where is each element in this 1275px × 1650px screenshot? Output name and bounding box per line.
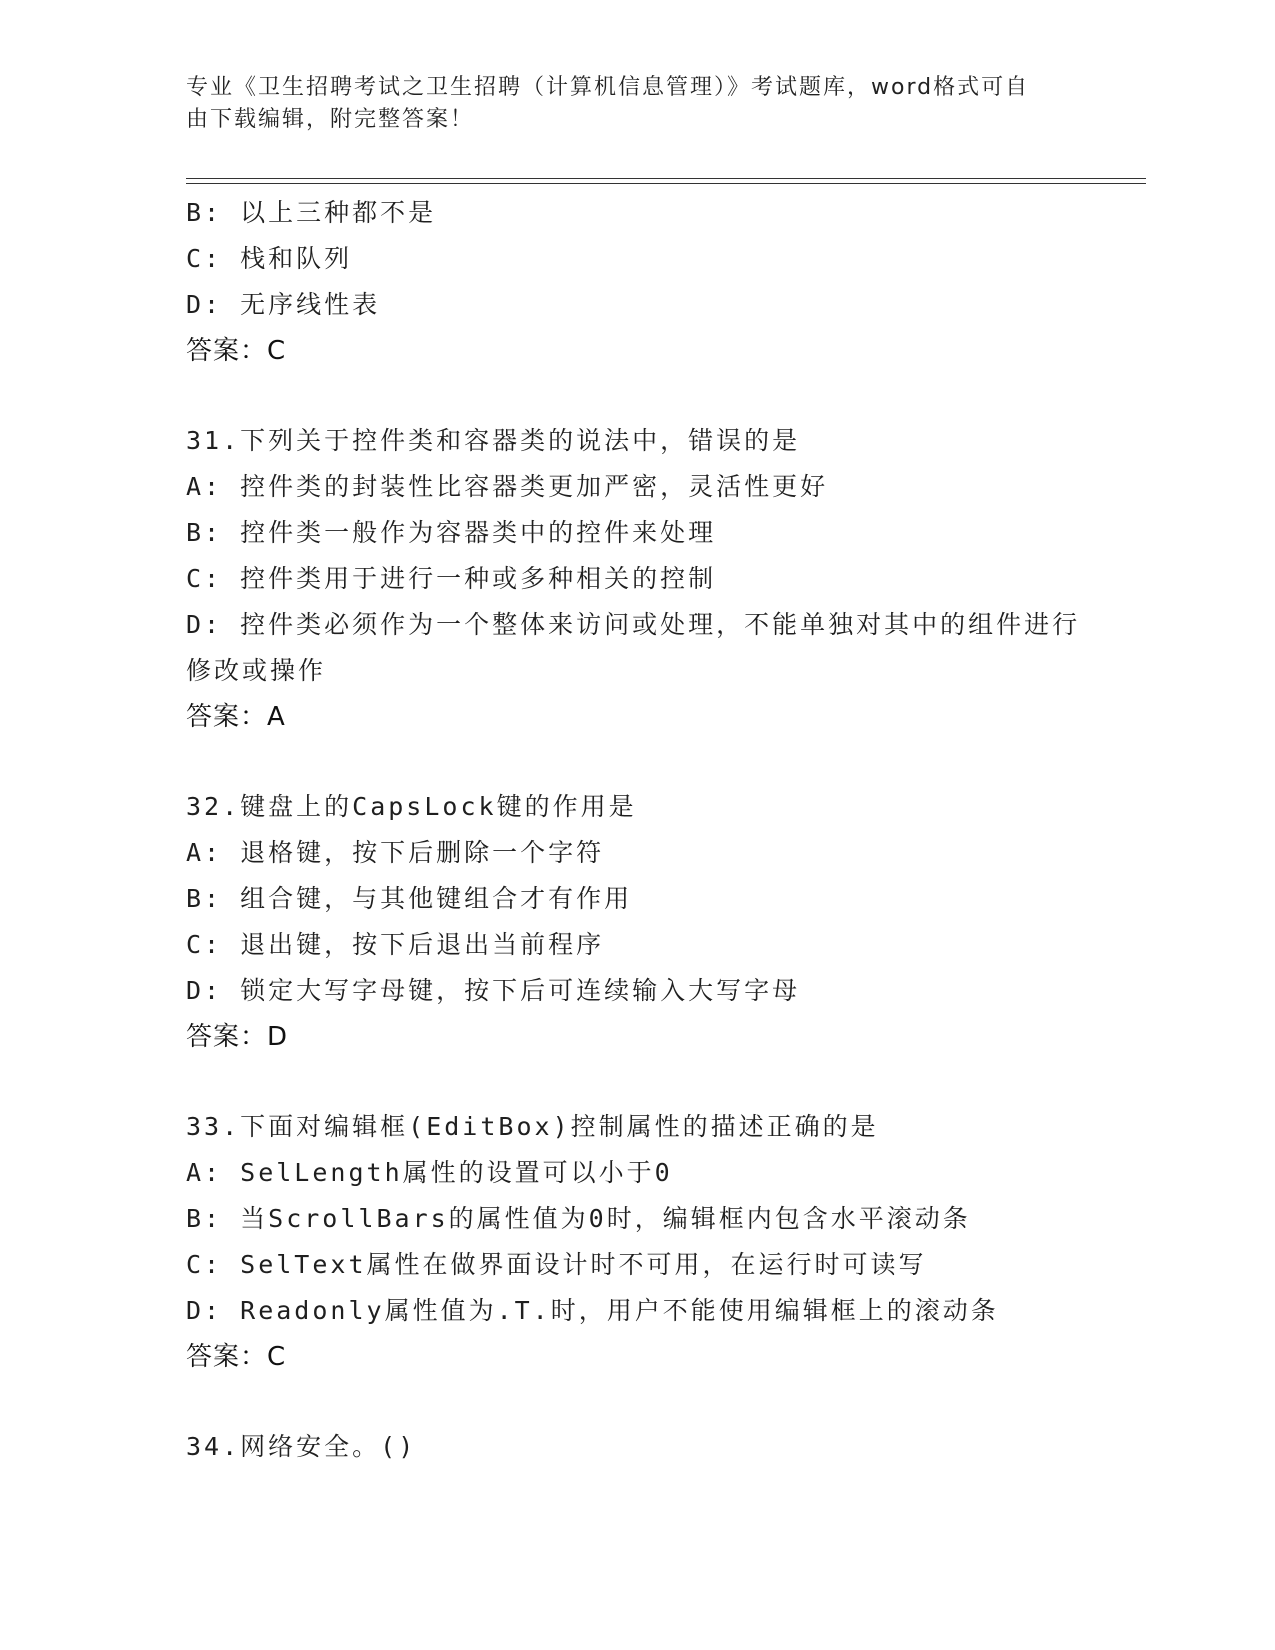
question-stem: 33.下面对编辑框(EditBox)控制属性的描述正确的是: [186, 1112, 879, 1141]
option-c: C: 控件类用于进行一种或多种相关的控制: [186, 564, 717, 593]
option-b: B: 组合键，与其他键组合才有作用: [186, 884, 633, 913]
question-33: [186, 1104, 1086, 1380]
option-b: B: 当ScrollBars的属性值为0时，编辑框内包含水平滚动条: [186, 1204, 971, 1233]
option-d: D: 无序线性表: [186, 290, 381, 319]
header-line-1: 专业《卫生招聘考试之卫生招聘（计算机信息管理）》考试题库，word格式可自: [186, 75, 1030, 100]
header-divider-bottom: [186, 183, 1146, 184]
option-a: A: 控件类的封装性比容器类更加严密，灵活性更好: [186, 472, 829, 501]
option-a: A: SelLength属性的设置可以小于0: [186, 1158, 673, 1187]
answer-label: 答案：C: [186, 336, 287, 366]
question-stem: 34.网络安全。(): [186, 1432, 417, 1461]
question-31: [186, 418, 1086, 740]
option-b: B: 以上三种都不是: [186, 198, 437, 227]
option-d: D: 控件类必须作为一个整体来访问或处理，不能单独对其中的组件进行修改或操作: [186, 610, 1081, 685]
option-c: C: 退出键，按下后退出当前程序: [186, 930, 605, 959]
question-list: [186, 190, 1086, 1470]
header-line-2: 由下载编辑，附完整答案！: [186, 107, 475, 132]
option-d: D: 锁定大写字母键，按下后可连续输入大写字母: [186, 976, 801, 1005]
option-c: C: SelText属性在做界面设计时不可用，在运行时可读写: [186, 1250, 927, 1279]
answer-label: 答案：A: [186, 702, 286, 732]
question-34: [186, 1424, 1086, 1470]
question-stem: 31.下列关于控件类和容器类的说法中，错误的是: [186, 426, 801, 455]
document-header: [186, 72, 1086, 136]
answer-label: 答案：C: [186, 1342, 287, 1372]
question-32: [186, 784, 1086, 1060]
option-b: B: 控件类一般作为容器类中的控件来处理: [186, 518, 717, 547]
question-30-continued: [186, 190, 1086, 374]
header-divider-top: [186, 178, 1146, 179]
option-d: D: Readonly属性值为.T.时，用户不能使用编辑框上的滚动条: [186, 1296, 999, 1325]
answer-label: 答案：D: [186, 1022, 289, 1052]
option-c: C: 栈和队列: [186, 244, 353, 273]
question-stem: 32.键盘上的CapsLock键的作用是: [186, 792, 637, 821]
option-a: A: 退格键，按下后删除一个字符: [186, 838, 605, 867]
